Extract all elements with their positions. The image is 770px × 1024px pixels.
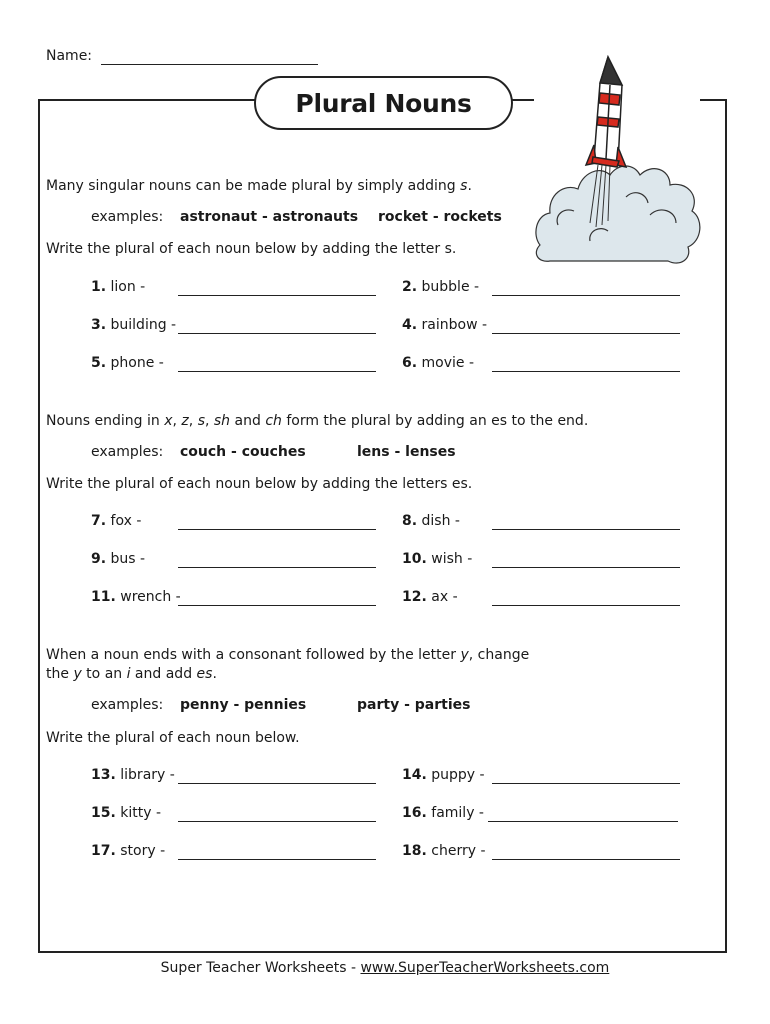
section2-intro: Nouns ending in x, z, s, sh and ch form the plural by adding an es to the end. [46,413,589,429]
question-3: 3. building - [91,317,177,333]
examples-label: examples: [91,444,164,460]
footer [0,960,770,976]
examples-label: examples: [91,697,164,713]
question-13: 13. library - [91,767,175,783]
answer-line-10[interactable] [492,567,680,568]
footer-text: Super Teacher Worksheets - [160,960,361,976]
example-1: astronaut - astronauts [180,209,359,225]
name-label: Name: [46,48,93,64]
examples-label: examples: [91,209,164,225]
frame-top-border [38,99,260,101]
example-5: penny - pennies [180,697,307,713]
question-9: 9. bus - [91,551,146,567]
question-16: 16. family - [402,805,484,821]
question-6: 6. movie - [402,355,475,371]
question-4: 4. rainbow - [402,317,488,333]
question-14: 14. puppy - [402,767,485,783]
rocket-body [586,57,626,167]
answer-line-18[interactable] [492,859,680,860]
answer-line-13[interactable] [178,783,376,784]
question-5: 5. phone - [91,355,164,371]
question-12: 12. ax - [402,589,458,605]
answer-line-5[interactable] [178,371,376,372]
answer-line-2[interactable] [492,295,680,296]
question-18: 18. cherry - [402,843,486,859]
answer-line-11[interactable] [178,605,376,606]
answer-line-4[interactable] [492,333,680,334]
smoke-cloud [536,166,700,263]
answer-line-14[interactable] [492,783,680,784]
name-field[interactable] [101,64,318,65]
rocket-illustration [530,55,705,270]
question-2: 2. bubble - [402,279,480,295]
answer-line-8[interactable] [492,529,680,530]
page-title: Plural Nouns [254,76,513,130]
answer-line-12[interactable] [492,605,680,606]
answer-line-7[interactable] [178,529,376,530]
question-17: 17. story - [91,843,166,859]
question-15: 15. kitty - [91,805,162,821]
answer-line-17[interactable] [178,859,376,860]
section1-intro: Many singular nouns can be made plural by simply adding s. [46,178,472,194]
answer-line-9[interactable] [178,567,376,568]
example-2: rocket - rockets [378,209,502,225]
example-6: party - parties [357,697,471,713]
answer-line-15[interactable] [178,821,376,822]
section3-instruction: Write the plural of each noun below. [46,730,300,746]
answer-line-1[interactable] [178,295,376,296]
question-10: 10. wish - [402,551,473,567]
footer-link[interactable]: www.SuperTeacherWorksheets.com [360,960,610,976]
answer-line-16[interactable] [488,821,678,822]
answer-line-3[interactable] [178,333,376,334]
answer-line-6[interactable] [492,371,680,372]
section1-instruction: Write the plural of each noun below by adding the letter s. [46,241,457,257]
question-8: 8. dish - [402,513,460,529]
question-1: 1. lion - [91,279,146,295]
question-11: 11. wrench - [91,589,181,605]
section3-intro: When a noun ends with a consonant followed by the letter y, change the y to an i and add es. [46,647,530,682]
example-4: lens - lenses [357,444,456,460]
section2-instruction: Write the plural of each noun below by adding the letters es. [46,476,473,492]
example-3: couch - couches [180,444,306,460]
question-7: 7. fox - [91,513,142,529]
